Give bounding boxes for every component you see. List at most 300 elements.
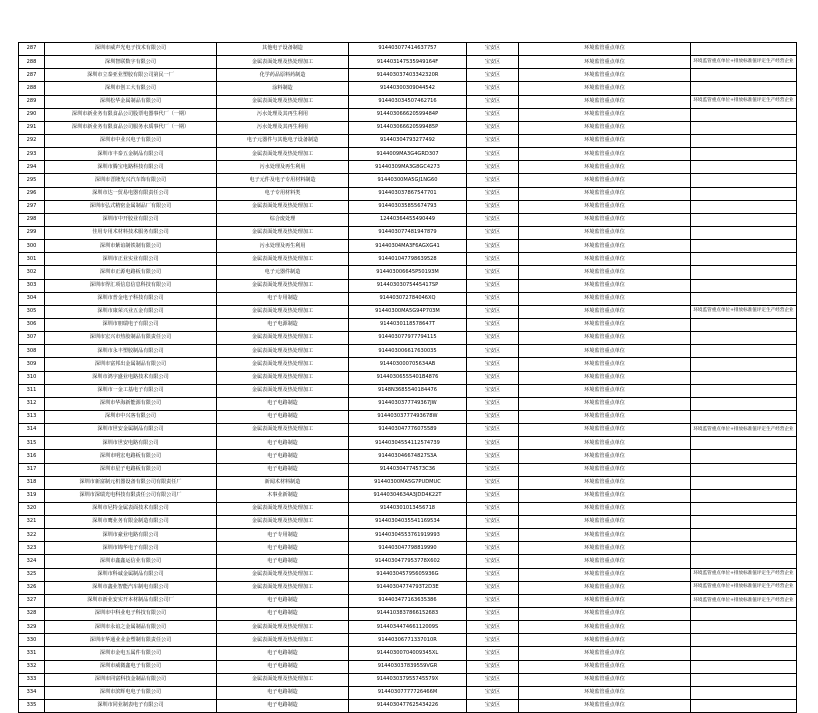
table-cell-area: 宝安区 xyxy=(467,318,519,331)
table-cell-code: 91440304MA3F6AGXG41 xyxy=(349,240,467,253)
table-cell-code: 9148N3685540184476 xyxy=(349,384,467,397)
table-row xyxy=(19,647,797,660)
table-cell-note xyxy=(691,200,797,213)
table-cell-area: 宝安区 xyxy=(467,542,519,555)
table-cell-name: 深圳市中业兴电子有限公司 xyxy=(45,134,217,147)
table-cell-area: 宝安区 xyxy=(467,634,519,647)
table-cell-idx: 315 xyxy=(19,437,45,450)
table-cell-note xyxy=(691,266,797,279)
table-cell-note xyxy=(691,43,797,56)
table-cell-note xyxy=(691,108,797,121)
table-cell-ind: 综合废处理 xyxy=(217,213,349,226)
table-cell-note xyxy=(691,463,797,476)
table-cell-auth: 环境监管重点单位 xyxy=(519,161,691,174)
table-cell-area: 宝安区 xyxy=(467,371,519,384)
table-cell-code: 9144030477953778X602 xyxy=(349,555,467,568)
table-cell-ind: 其他电子设备制造 xyxy=(217,43,349,56)
table-row xyxy=(19,437,797,450)
table-cell-auth: 环境监管重点单位 xyxy=(519,555,691,568)
table-cell-code: 914403066620599485P xyxy=(349,121,467,134)
table-cell-ind: 金属表面处理及热处理加工 xyxy=(217,332,349,345)
table-row xyxy=(19,200,797,213)
table-cell-auth: 环境监管重点单位 xyxy=(519,594,691,607)
table-cell-ind: 电子元器件制造 xyxy=(217,266,349,279)
table-cell-name: 深圳市晋隆光兴汽车饰有限公司 xyxy=(45,174,217,187)
table-cell-idx: 334 xyxy=(19,686,45,699)
table-cell-name: 深圳市鸿宇盛业电路技术有限公司 xyxy=(45,371,217,384)
table-row xyxy=(19,56,797,69)
table-cell-area: 宝安区 xyxy=(467,450,519,463)
table-cell-auth: 环境监管重点单位 xyxy=(519,476,691,489)
table-cell-ind: 电子电路制造 xyxy=(217,463,349,476)
table-row xyxy=(19,568,797,581)
table-row xyxy=(19,634,797,647)
table-cell-auth: 环境监管重点单位 xyxy=(519,634,691,647)
table-cell-note xyxy=(691,213,797,226)
table-cell-ind: 新闻术材料制造 xyxy=(217,476,349,489)
table-cell-idx: 307 xyxy=(19,332,45,345)
table-cell-name: 深圳松华金属制品有限公司 xyxy=(45,95,217,108)
table-cell-idx: 297 xyxy=(19,200,45,213)
table-cell-idx: 301 xyxy=(19,253,45,266)
table-row xyxy=(19,555,797,568)
table-cell-note xyxy=(691,542,797,555)
table-cell-code: 914403046674827S3A xyxy=(349,450,467,463)
table-cell-area: 宝安区 xyxy=(467,686,519,699)
table-cell-ind: 电子电路制造 xyxy=(217,686,349,699)
table-cell-idx: 288 xyxy=(19,56,45,69)
table-cell-area: 宝安区 xyxy=(467,581,519,594)
table-cell-ind: 电子电路制造 xyxy=(217,450,349,463)
table-cell-area: 宝安区 xyxy=(467,200,519,213)
table-cell-area: 宝安区 xyxy=(467,673,519,686)
table-cell-auth: 环境监管重点单位 xyxy=(519,686,691,699)
table-cell-note xyxy=(691,240,797,253)
table-cell-ind: 金属表面处理及热处理加工 xyxy=(217,581,349,594)
table-cell-auth: 环境监管重点单位 xyxy=(519,305,691,318)
table-cell-ind: 金属表面处理及热处理加工 xyxy=(217,568,349,581)
table-cell-idx: 287 xyxy=(19,69,45,82)
table-row xyxy=(19,673,797,686)
table-cell-note xyxy=(691,82,797,95)
table-cell-ind: 涂料制造 xyxy=(217,82,349,95)
table-row xyxy=(19,594,797,607)
table-cell-auth: 环境监管重点单位 xyxy=(519,240,691,253)
table-row xyxy=(19,279,797,292)
table-cell-name: 深圳市永谊之金属制品有限公司 xyxy=(45,621,217,634)
table-cell-idx: 335 xyxy=(19,700,45,713)
table-row xyxy=(19,187,797,200)
table-cell-area: 宝安区 xyxy=(467,660,519,673)
table-cell-code: 914403006645P50193M xyxy=(349,266,467,279)
table-cell-note xyxy=(691,187,797,200)
table-cell-name: 深圳市华海新能源有限公司 xyxy=(45,397,217,410)
table-cell-idx: 321 xyxy=(19,516,45,529)
table-cell-auth: 环境监管重点单位 xyxy=(519,489,691,502)
table-cell-auth: 环境监管重点单位 xyxy=(519,95,691,108)
table-cell-note xyxy=(691,318,797,331)
table-cell-code: 914401047798639528 xyxy=(349,253,467,266)
table-row xyxy=(19,529,797,542)
table-cell-name: 深圳市世安电路有限公司 xyxy=(45,437,217,450)
table-cell-idx: 327 xyxy=(19,594,45,607)
table-cell-area: 宝安区 xyxy=(467,424,519,437)
table-cell-code: 91440300309044542 xyxy=(349,82,467,95)
table-cell-ind: 电子专用材料类 xyxy=(217,187,349,200)
table-cell-idx: 305 xyxy=(19,305,45,318)
table-cell-area: 宝安区 xyxy=(467,384,519,397)
table-cell-area: 宝安区 xyxy=(467,621,519,634)
table-cell-ind: 金属表面处理及热处理加工 xyxy=(217,279,349,292)
table-cell-area: 宝安区 xyxy=(467,56,519,69)
table-cell-code: 9144009MA3G4GRD307 xyxy=(349,148,467,161)
table-cell-area: 宝安区 xyxy=(467,187,519,200)
table-cell-idx: 303 xyxy=(19,279,45,292)
table-row xyxy=(19,502,797,515)
table-row xyxy=(19,161,797,174)
table-cell-name: 深圳市弘式精密金属制品厂有限公司 xyxy=(45,200,217,213)
table-row xyxy=(19,489,797,502)
table-cell-area: 宝安区 xyxy=(467,489,519,502)
table-cell-auth: 环境监管重点单位 xyxy=(519,502,691,515)
table-cell-auth: 环境监管重点单位 xyxy=(519,542,691,555)
table-cell-auth: 环境监管重点单位 xyxy=(519,529,691,542)
table-cell-ind: 电子电路制造 xyxy=(217,397,349,410)
table-cell-area: 宝安区 xyxy=(467,516,519,529)
table-cell-note xyxy=(691,161,797,174)
table-cell-ind: 化学药品原料药制造 xyxy=(217,69,349,82)
table-row xyxy=(19,305,797,318)
table-cell-area: 宝安区 xyxy=(467,358,519,371)
table-cell-code: 914403037839559VGR xyxy=(349,660,467,673)
table-cell-ind: 金属表面处理及热处理加工 xyxy=(217,226,349,239)
table-cell-idx: 289 xyxy=(19,95,45,108)
table-cell-note xyxy=(691,608,797,621)
table-cell-auth: 环境监管重点单位 xyxy=(519,568,691,581)
table-cell-area: 宝安区 xyxy=(467,69,519,82)
table-cell-code: 914403047776075589 xyxy=(349,424,467,437)
table-cell-note xyxy=(691,529,797,542)
table-cell-name: 深圳市创工大有限公司 xyxy=(45,82,217,95)
table-row xyxy=(19,700,797,713)
table-cell-name: 深圳市滨辉电电子有限公司 xyxy=(45,686,217,699)
table-cell-ind: 金属表面处理及热处理加工 xyxy=(217,56,349,69)
table-cell-idx: 288 xyxy=(19,82,45,95)
table-cell-auth: 环境监管重点单位 xyxy=(519,43,691,56)
table-cell-name: 深圳市鹰业务有限金制造有限公司 xyxy=(45,516,217,529)
table-cell-name: 深圳市康荣兴业五金有限公司 xyxy=(45,305,217,318)
table-row xyxy=(19,384,797,397)
table-cell-note: 环境监管重点单位+排放标准值评定生产经营企业 xyxy=(691,594,797,607)
table-cell-ind: 电子元件及电子专用材料制造 xyxy=(217,174,349,187)
table-cell-idx: 290 xyxy=(19,108,45,121)
table-row xyxy=(19,424,797,437)
table-cell-name: 深圳市豪业电路有限公司 xyxy=(45,529,217,542)
table-row xyxy=(19,516,797,529)
table-cell-area: 宝安区 xyxy=(467,594,519,607)
table-row xyxy=(19,226,797,239)
table-cell-idx: 296 xyxy=(19,187,45,200)
table-cell-ind: 电子专用制造 xyxy=(217,529,349,542)
table-row xyxy=(19,148,797,161)
table-cell-name: 深圳市中开胶业有限公司 xyxy=(45,213,217,226)
table-cell-ind: 金属表面处理及热处理加工 xyxy=(217,384,349,397)
table-cell-idx: 302 xyxy=(19,266,45,279)
table-row xyxy=(19,621,797,634)
table-cell-note: 环境监管重点单位+排放标准值评定生产经营企业 xyxy=(691,581,797,594)
table-cell-auth: 环境监管重点单位 xyxy=(519,213,691,226)
table-cell-ind: 电子电路制造 xyxy=(217,660,349,673)
table-cell-idx: 319 xyxy=(19,489,45,502)
table-cell-code: 914403066620599484P xyxy=(349,108,467,121)
table-cell-idx: 292 xyxy=(19,134,45,147)
table-cell-note: 环境监管重点单位+排放标准值评定生产经营企业 xyxy=(691,56,797,69)
table-cell-auth: 环境监管重点单位 xyxy=(519,266,691,279)
table-cell-auth: 环境监管重点单位 xyxy=(519,121,691,134)
table-cell-area: 宝安区 xyxy=(467,279,519,292)
table-cell-ind: 金属表面处理及热处理加工 xyxy=(217,516,349,529)
table-cell-note xyxy=(691,476,797,489)
table-cell-note xyxy=(691,358,797,371)
table-cell-name: 深圳市新富制元机器设备有限公司有限责任厂 xyxy=(45,476,217,489)
table-cell-note xyxy=(691,634,797,647)
table-cell-name: 深圳市中兴客有限公司 xyxy=(45,410,217,423)
table-cell-note xyxy=(691,292,797,305)
table-cell-auth: 环境监管重点单位 xyxy=(519,516,691,529)
table-cell-idx: 316 xyxy=(19,450,45,463)
table-row xyxy=(19,240,797,253)
table-cell-ind: 电子电路制造 xyxy=(217,647,349,660)
table-cell-auth: 环境监管重点单位 xyxy=(519,621,691,634)
table-cell-code: 914403045795605936G xyxy=(349,568,467,581)
table-cell-area: 宝安区 xyxy=(467,476,519,489)
table-cell-idx: 310 xyxy=(19,371,45,384)
table-cell-idx: 299 xyxy=(19,226,45,239)
table-cell-idx: 287 xyxy=(19,43,45,56)
table-cell-code: 91440303075445417SP xyxy=(349,279,467,292)
table-cell-code: 914403000705634AB xyxy=(349,358,467,371)
table-cell-code: 914403077481947879 xyxy=(349,226,467,239)
table-cell-idx: 304 xyxy=(19,292,45,305)
table-cell-auth: 环境监管重点单位 xyxy=(519,673,691,686)
table-cell-code: 91440304774793T2D3E xyxy=(349,581,467,594)
table-cell-area: 宝安区 xyxy=(467,502,519,515)
table-cell-area: 宝安区 xyxy=(467,240,519,253)
table-cell-idx: 329 xyxy=(19,621,45,634)
table-row xyxy=(19,410,797,423)
table-cell-area: 宝安区 xyxy=(467,700,519,713)
table-row xyxy=(19,134,797,147)
table-cell-code: 914403037955745579X xyxy=(349,673,467,686)
table-cell-name: 深圳市尼特金属表面技术有限公司 xyxy=(45,502,217,515)
table-cell-idx: 322 xyxy=(19,529,45,542)
table-cell-code: 914403077414637757 xyxy=(349,43,467,56)
table-cell-ind: 电子电路制造 xyxy=(217,437,349,450)
table-cell-code: 12440364455490449 xyxy=(349,213,467,226)
table-cell-ind: 电子电路制造 xyxy=(217,555,349,568)
table-cell-note xyxy=(691,410,797,423)
table-cell-auth: 环境监管重点单位 xyxy=(519,345,691,358)
table-cell-note xyxy=(691,345,797,358)
table-cell-note xyxy=(691,121,797,134)
table-cell-ind: 金属表面处理及热处理加工 xyxy=(217,95,349,108)
table-cell-ind: 电子电路制造 xyxy=(217,608,349,621)
table-cell-note xyxy=(691,489,797,502)
table-cell-code: 914403037867547701 xyxy=(349,187,467,200)
table-cell-auth: 环境监管重点单位 xyxy=(519,253,691,266)
table-cell-ind: 金属表面处理及热处理加工 xyxy=(217,345,349,358)
table-cell-idx: 332 xyxy=(19,660,45,673)
table-cell-name: 深圳市同富科技金制品有限公司 xyxy=(45,673,217,686)
table-cell-name: 深圳市丰泰五金制品有限公司 xyxy=(45,148,217,161)
table-cell-note xyxy=(691,371,797,384)
table-cell-idx: 298 xyxy=(19,213,45,226)
table-cell-auth: 环境监管重点单位 xyxy=(519,700,691,713)
table-cell-name: 深圳市正业实业有限公司 xyxy=(45,253,217,266)
table-cell-note xyxy=(691,502,797,515)
table-cell-auth: 环境监管重点单位 xyxy=(519,660,691,673)
table-cell-auth: 环境监管重点单位 xyxy=(519,397,691,410)
table-row xyxy=(19,397,797,410)
table-cell-area: 宝安区 xyxy=(467,647,519,660)
table-cell-area: 宝安区 xyxy=(467,608,519,621)
table-cell-idx: 325 xyxy=(19,568,45,581)
table-cell-name: 深圳市鑫鑫运信业有限公司 xyxy=(45,555,217,568)
table-cell-name: 深圳市得汇项信息信息科技有限公司 xyxy=(45,279,217,292)
table-cell-idx: 331 xyxy=(19,647,45,660)
table-cell-idx: 326 xyxy=(19,581,45,594)
table-cell-name: 深圳市科诚金属制品有限公司 xyxy=(45,568,217,581)
table-cell-auth: 环境监管重点单位 xyxy=(519,384,691,397)
table-cell-area: 宝安区 xyxy=(467,174,519,187)
table-row xyxy=(19,213,797,226)
table-cell-note xyxy=(691,332,797,345)
table-cell-idx: 295 xyxy=(19,174,45,187)
table-cell-name: 深圳市富邦出金属制品有限公司 xyxy=(45,358,217,371)
table-row xyxy=(19,476,797,489)
table-cell-auth: 环境监管重点单位 xyxy=(519,647,691,660)
table-cell-auth: 环境监管重点单位 xyxy=(519,279,691,292)
table-cell-note xyxy=(691,134,797,147)
table-cell-auth: 环境监管重点单位 xyxy=(519,358,691,371)
table-cell-note xyxy=(691,647,797,660)
table-cell-auth: 环境监管重点单位 xyxy=(519,608,691,621)
table-cell-idx: 320 xyxy=(19,502,45,515)
table-cell-name: 深圳市紫谊制铁制有限公司 xyxy=(45,240,217,253)
table-cell-code: 914403147535949164F xyxy=(349,56,467,69)
table-cell-idx: 300 xyxy=(19,240,45,253)
table-cell-ind: 电子电源制造 xyxy=(217,318,349,331)
table-cell-code: 91440303777493678W xyxy=(349,410,467,423)
table-cell-note xyxy=(691,148,797,161)
table-cell-code: 91440300MA5G7PUDMUC xyxy=(349,476,467,489)
table-cell-ind: 木事业新制造 xyxy=(217,489,349,502)
table-cell-code: 91440300MA5G94P703M xyxy=(349,305,467,318)
table-cell-name: 深圳市腾宝电路科技有限公司 xyxy=(45,161,217,174)
table-row xyxy=(19,542,797,555)
table-cell-code: 91440304553761919993 xyxy=(349,529,467,542)
table-cell-code: 91440300MA5GJ1NG60 xyxy=(349,174,467,187)
table-cell-idx: 308 xyxy=(19,345,45,358)
table-cell-area: 宝安区 xyxy=(467,305,519,318)
table-cell-idx: 324 xyxy=(19,555,45,568)
table-cell-auth: 环境监管重点单位 xyxy=(519,69,691,82)
table-row xyxy=(19,43,797,56)
table-cell-ind: 电子专用制造 xyxy=(217,292,349,305)
table-cell-idx: 318 xyxy=(19,476,45,489)
table-cell-area: 宝安区 xyxy=(467,108,519,121)
table-cell-auth: 环境监管重点单位 xyxy=(519,174,691,187)
table-cell-note xyxy=(691,174,797,187)
table-cell-note xyxy=(691,384,797,397)
table-cell-note xyxy=(691,686,797,699)
table-cell-area: 宝安区 xyxy=(467,213,519,226)
table-cell-auth: 环境监管重点单位 xyxy=(519,450,691,463)
table-row xyxy=(19,371,797,384)
table-cell-name: 深圳市深瑞光电科技有限责任公司有限公司厂 xyxy=(45,489,217,502)
table-cell-code: 914403477163635386 xyxy=(349,594,467,607)
table-row xyxy=(19,660,797,673)
table-cell-idx: 313 xyxy=(19,410,45,423)
table-cell-idx: 317 xyxy=(19,463,45,476)
table-cell-idx: 312 xyxy=(19,397,45,410)
table-cell-ind: 电子元器件与其他电子设备制造 xyxy=(217,134,349,147)
table-cell-area: 宝安区 xyxy=(467,82,519,95)
table-cell-name: 深圳市中科业电子科技有限公司 xyxy=(45,608,217,621)
table-cell-auth: 环境监管重点单位 xyxy=(519,410,691,423)
table-row xyxy=(19,686,797,699)
table-cell-ind: 金属表面处理及热处理加工 xyxy=(217,634,349,647)
table-cell-code: 914403037403342320R xyxy=(349,69,467,82)
table-row xyxy=(19,121,797,134)
table-cell-area: 宝安区 xyxy=(467,292,519,305)
table-cell-name: 深圳市新业安实开本材制品有限公司厂 xyxy=(45,594,217,607)
table-cell-ind: 污水处理及再生利用 xyxy=(217,240,349,253)
table-row xyxy=(19,108,797,121)
table-cell-code: 914403034507462716 xyxy=(349,95,467,108)
table-cell-code: 9144030477625434226 xyxy=(349,700,467,713)
table-cell-note: 环境监管重点单位+排放标准值评定生产经营企业 xyxy=(691,424,797,437)
table-cell-auth: 环境监管重点单位 xyxy=(519,424,691,437)
table-cell-area: 宝安区 xyxy=(467,226,519,239)
table-cell-code: 9144103837866152683 xyxy=(349,608,467,621)
table-cell-area: 宝安区 xyxy=(467,134,519,147)
table-cell-auth: 环境监管重点单位 xyxy=(519,332,691,345)
table-cell-note xyxy=(691,253,797,266)
table-cell-ind: 金属表面处理及热处理加工 xyxy=(217,148,349,161)
table-cell-auth: 环境监管重点单位 xyxy=(519,581,691,594)
table-row xyxy=(19,95,797,108)
table-cell-area: 宝安区 xyxy=(467,253,519,266)
table-cell-ind: 金属表面处理及热处理加工 xyxy=(217,371,349,384)
table-cell-idx: 330 xyxy=(19,634,45,647)
table-cell-area: 宝安区 xyxy=(467,43,519,56)
registry-table xyxy=(18,42,797,713)
table-cell-auth: 环境监管重点单位 xyxy=(519,56,691,69)
table-cell-code: 914403035855674793 xyxy=(349,200,467,213)
table-cell-note xyxy=(691,279,797,292)
table-cell-auth: 环境监管重点单位 xyxy=(519,148,691,161)
table-cell-name: 深圳市宏兴市热胶制品有限责任公司 xyxy=(45,332,217,345)
table-row xyxy=(19,450,797,463)
table-cell-ind: 电子电路制造 xyxy=(217,542,349,555)
table-row xyxy=(19,266,797,279)
table-cell-name: 深圳市威微鑫电子有限公司 xyxy=(45,660,217,673)
table-cell-ind: 金属表面处理及热处理加工 xyxy=(217,673,349,686)
table-cell-auth: 环境监管重点单位 xyxy=(519,463,691,476)
table-cell-idx: 311 xyxy=(19,384,45,397)
table-cell-name: 深圳市永丰塑胶制品有限公司 xyxy=(45,345,217,358)
